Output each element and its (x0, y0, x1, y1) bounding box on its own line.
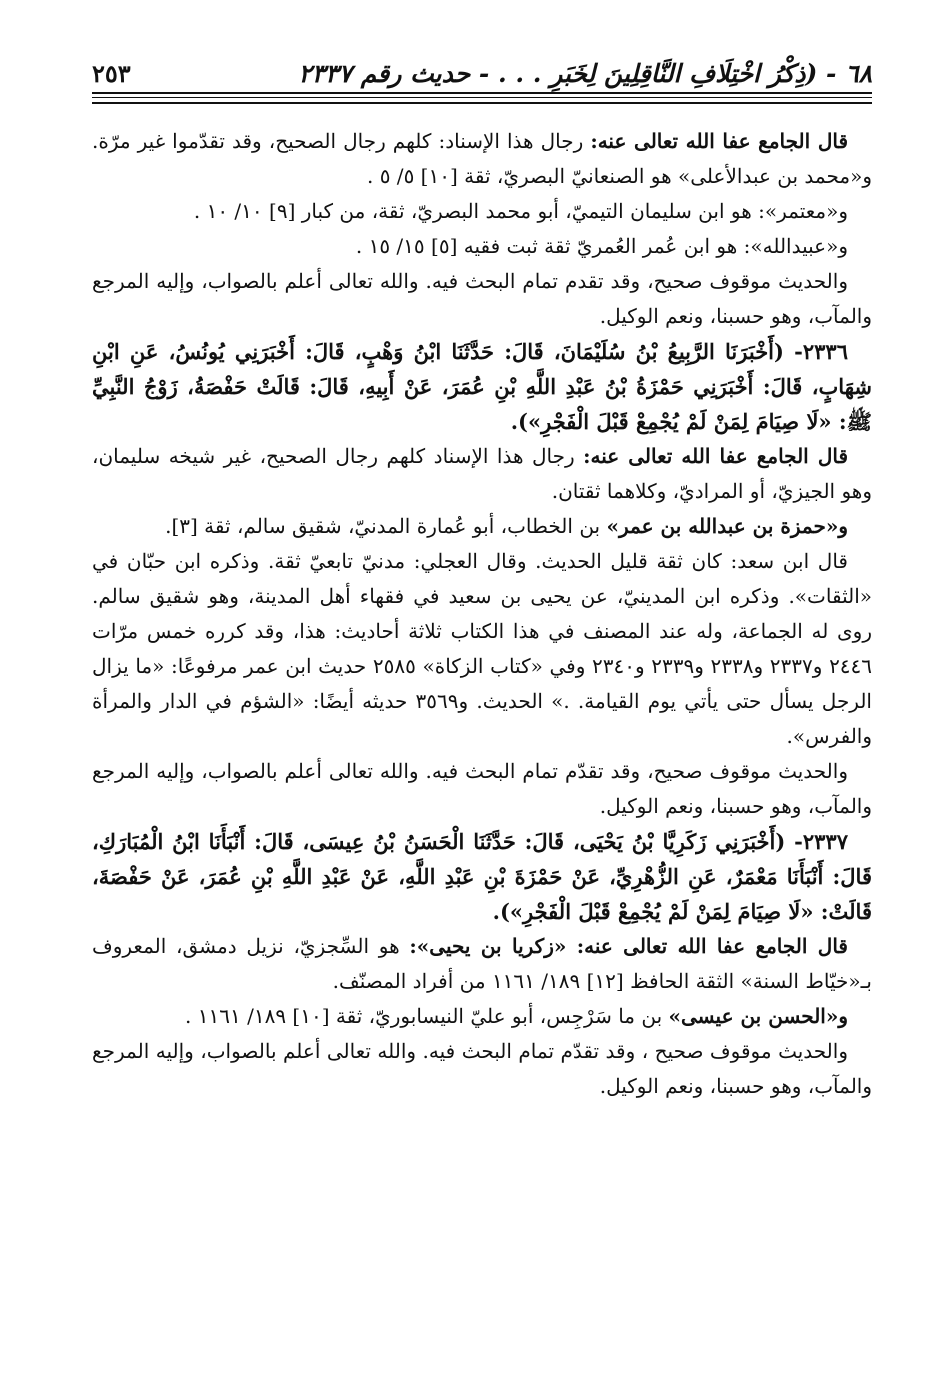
paragraph-text: والحديث موقوف صحيح، وقد تقدّم تمام البحث فيه. والله تعالى أعلم بالصواب، وإليه المرجع والمآب، وهو حسبنا، ونعم الوكيل. (92, 759, 872, 818)
hadith-2337 (92, 824, 872, 929)
header-rule-bottom (92, 102, 872, 104)
paragraph-conclusion-1 (92, 264, 872, 334)
paragraph-text: و«معتمر»: هو ابن سليمان التيميّ، أبو محمد البصريّ، ثقة، من كبار [٩] ١٠/ ١٠ . (193, 199, 848, 223)
paragraph-text: والحديث موقوف صحيح، وقد تقدم تمام البحث فيه. والله تعالى أعلم بالصواب، وإليه المرجع والمآب، وهو حسبنا، ونعم الوكيل. (92, 269, 872, 328)
header-rule-middle (92, 97, 872, 98)
hadith-text: ٢٣٣٧- (أَخْبَرَنِي زَكَرِيَّا بْنُ يَحْيَى، قَالَ: حَدَّثَنَا الْحَسَنُ بْنُ عِيسَى، قَالَ: أَنْبَأَنَا ابْنُ الْمُبَارَكِ، قَالَ: أَنْبَأَنَا مَعْمَرٌ، عَنِ الزُّهْرِيِّ، عَنْ حَمْزَةَ بْنِ عَبْدِ اللَّهِ، عَنْ عَبْدِ اللَّهِ بْنِ عُمَرَ، عَنْ حَفْصَةَ، قَالَتْ: «لَا صِيَامَ لِمَنْ لَمْ يُجْمِعْ قَبْلَ الْفَجْرِ»). (92, 829, 872, 924)
paragraph-narrator-hamza (92, 509, 872, 544)
paragraph-isnad-note-2 (92, 439, 872, 509)
paragraph-lead: قال الجامع عفا الله تعالى عنه: «زكريا بن يحيى»: (409, 934, 848, 958)
paragraph-narrator-mutamir (92, 194, 872, 229)
paragraph-narrator-ubaydullah (92, 229, 872, 264)
body-text (92, 124, 872, 1104)
hadith-text: ٢٣٣٦- (أَخْبَرَنَا الرَّبِيعُ بْنُ سُلَيْمَانَ، قَالَ: حَدَّثَنَا ابْنُ وَهْبٍ، قَالَ: أَخْبَرَنِي يُونُسُ، عَنِ ابْنِ شِهَابٍ، قَالَ: أَخْبَرَنِي حَمْزَةُ بْنُ عَبْدِ اللَّهِ بْنِ عُمَرَ، عَنْ أَبِيهِ، قَالَ: قَالَتْ حَفْصَةُ، زَوْجُ النَّبِيِّ ﷺ: «لَا صِيَامَ لِمَنْ لَمْ يُجْمِعْ قَبْلَ الْفَجْرِ»). (92, 339, 872, 434)
header-rules (92, 92, 872, 106)
paragraph-lead: و«حمزة بن عبدالله بن عمر» (606, 514, 848, 538)
paragraph-conclusion-2 (92, 754, 872, 824)
paragraph-text: والحديث موقوف صحيح ، وقد تقدّم تمام البحث فيه. والله تعالى أعلم بالصواب، وإليه المرجع والمآب، وهو حسبنا، ونعم الوكيل. (92, 1039, 872, 1098)
paragraph-lead: و«الحسن بن عيسى» (668, 1004, 848, 1028)
running-head: ٦٨ - (ذِكْرُ اخْتِلَافِ النَّاقِلِينَ لِخَبَرِ . . . - حديث رقم ٢٣٣٧ (298, 59, 872, 88)
paragraph-text: رجال هذا الإسناد كلهم رجال الصحيح، غير شيخه سليمان، وهو الجيزيّ، أو المراديّ، وكلاهما ثقتان. (92, 444, 872, 503)
hadith-2336 (92, 334, 872, 439)
page-header (92, 50, 872, 88)
paragraph-narrator-hasan (92, 999, 872, 1034)
paragraph-text: رجال هذا الإسناد: كلهم رجال الصحيح، وقد تقدّموا غير مرّة. و«محمد بن عبدالأعلى» هو الصنعانيّ البصريّ، ثقة [١٠] ٥/ ٥ . (92, 129, 872, 188)
paragraph-conclusion-3 (92, 1034, 872, 1104)
paragraph-hamza-biography (92, 544, 872, 754)
paragraph-lead: قال الجامع عفا الله تعالى عنه: (583, 444, 849, 468)
paragraph-isnad-note-3 (92, 929, 872, 999)
paragraph-text: قال ابن سعد: كان ثقة قليل الحديث. وقال العجلي: مدنيّ تابعيّ ثقة. وذكره ابن حبّان في «الثقات». وذكره ابن المدينيّ، عن يحيى بن سعيد في فقهاء أهل المدينة، وهو شقيق سالم. روى له الجماعة، وله عند المصنف في هذا الكتاب ثلاثة أحاديث: هذا، وقد كرره خمس مرّات ٢٤٤٦ و٢٣٣٧ و٢٣٣٨ و٢٣٣٩ و٢٣٤٠ وفي «كتاب الزكاة» ٢٥٨٥ حديث ابن عمر مرفوعًا: «ما يزال الرجل يسأل حتى يأتي يوم القيامة. .» الحديث. و٣٥٦٩ حديثه أيضًا: «الشؤم في الدار والمرأة والفرس». (92, 549, 873, 748)
paragraph-text: بن ما سَرْجِس، أبو عليّ النيسابوريّ، ثقة [١٠] ١٨٩/ ١١٦١ . (185, 1004, 669, 1028)
page-number: ٢٥٣ (92, 59, 131, 88)
book-page (92, 50, 872, 1104)
paragraph-text: بن الخطاب، أبو عُمارة المدنيّ، شقيق سالم، ثقة [٣]. (165, 514, 607, 538)
paragraph-isnad-note-1 (92, 124, 872, 194)
paragraph-text: و«عبيدالله»: هو ابن عُمر العُمريّ ثقة ثبت فقيه [٥] ١٥/ ١٥ . (355, 234, 848, 258)
header-rule-top (92, 92, 872, 94)
paragraph-lead: قال الجامع عفا الله تعالى عنه: (590, 129, 849, 153)
paragraph-text: هو السِّجزيّ، نزيل دمشق، المعروف بـ«خيّاط السنة» الثقة الحافظ [١٢] ١٨٩/ ١١٦١ من أفراد المصنّف. (92, 934, 872, 993)
